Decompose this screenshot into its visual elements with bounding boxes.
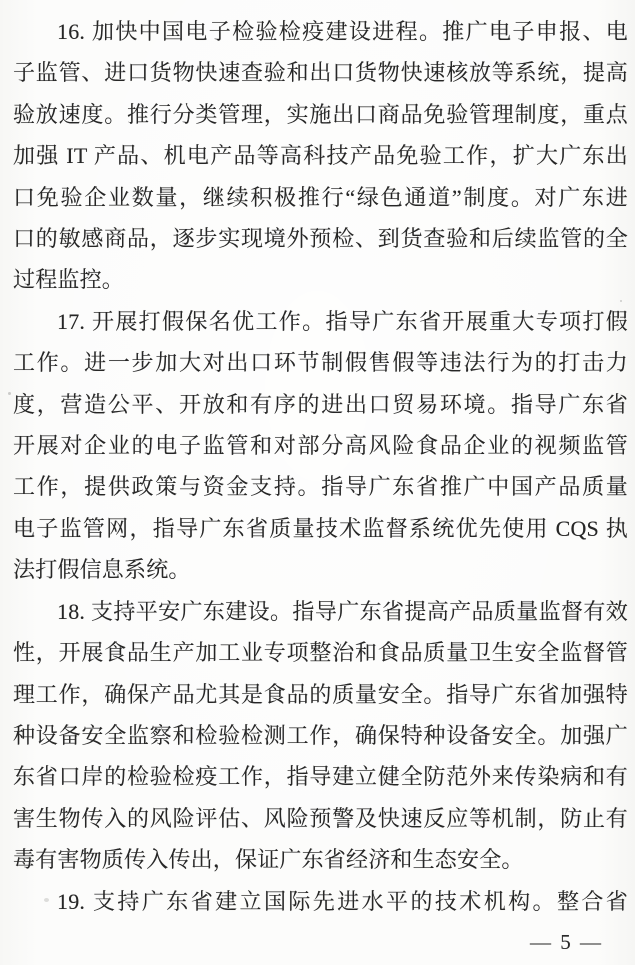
text-line: 18. 支持平安广东建设。指导广东省提高产品质量监督有效: [57, 598, 628, 624]
paragraph-18: [13, 591, 628, 881]
text-line: 16. 加快中国电子检验检疫建设进程。推广电子申报、电: [57, 19, 628, 44]
text-line: 口的敏感商品，逐步实现境外预检、到货查验和后续监管的全: [13, 226, 628, 252]
text-line: 毒有害物质传入传出，保证广东省经济和生态安全。: [13, 847, 524, 873]
text-line: 口免验企业数量，继续积极推行“绿色通道”制度。对广东进: [13, 184, 628, 210]
paragraph-17: [13, 301, 628, 591]
text-line: 度，营造公平、开放和有序的进出口贸易环境。指导广东省: [13, 391, 628, 417]
paragraph-16: [13, 11, 628, 301]
text-line: 17. 开展打假保名优工作。指导广东省开展重大专项打假: [57, 308, 628, 334]
text-line: 子监管、进口货物快速查验和出口货物快速核放等系统，提高: [13, 60, 628, 86]
text-line: 法打假信息系统。: [13, 557, 191, 583]
text-line: 工作，提供政策与资金支持。指导广东省推广中国产品质量: [13, 474, 628, 500]
text-line: 东省口岸的检验检疫工作，指导建立健全防范外来传染病和有: [13, 764, 628, 790]
text-line: 19. 支持广东省建立国际先进水平的技术机构。整合省: [57, 888, 628, 914]
text-line: 种设备安全监察和检验检测工作，确保特种设备安全。加强广: [13, 722, 628, 748]
text-line: 电子监管网，指导广东省质量技术监督系统优先使用 CQS 执: [13, 515, 628, 541]
text-line: 理工作，确保产品尤其是食品的质量安全。指导广东省加强特: [13, 681, 628, 707]
paragraph-19: [13, 881, 628, 922]
text-line: 加强 IT 产品、机电产品等高科技产品免验工作，扩大广东出: [13, 143, 628, 169]
text-line: 工作。进一步加大对出口环节制假售假等违法行为的打击力: [13, 350, 628, 376]
text-line: 害生物传入的风险评估、风险预警及快速反应等机制，防止有: [13, 805, 628, 831]
text-line: 开展对企业的电子监管和对部分高风险食品企业的视频监管: [13, 433, 628, 459]
text-line: 过程监控。: [13, 267, 125, 293]
text-line: 性，开展食品生产加工业专项整治和食品质量卫生安全监督管: [13, 640, 628, 666]
page-number: — 5 —: [530, 930, 603, 954]
text-line: 验放速度。推行分类管理，实施出口商品免验管理制度，重点: [13, 101, 628, 127]
